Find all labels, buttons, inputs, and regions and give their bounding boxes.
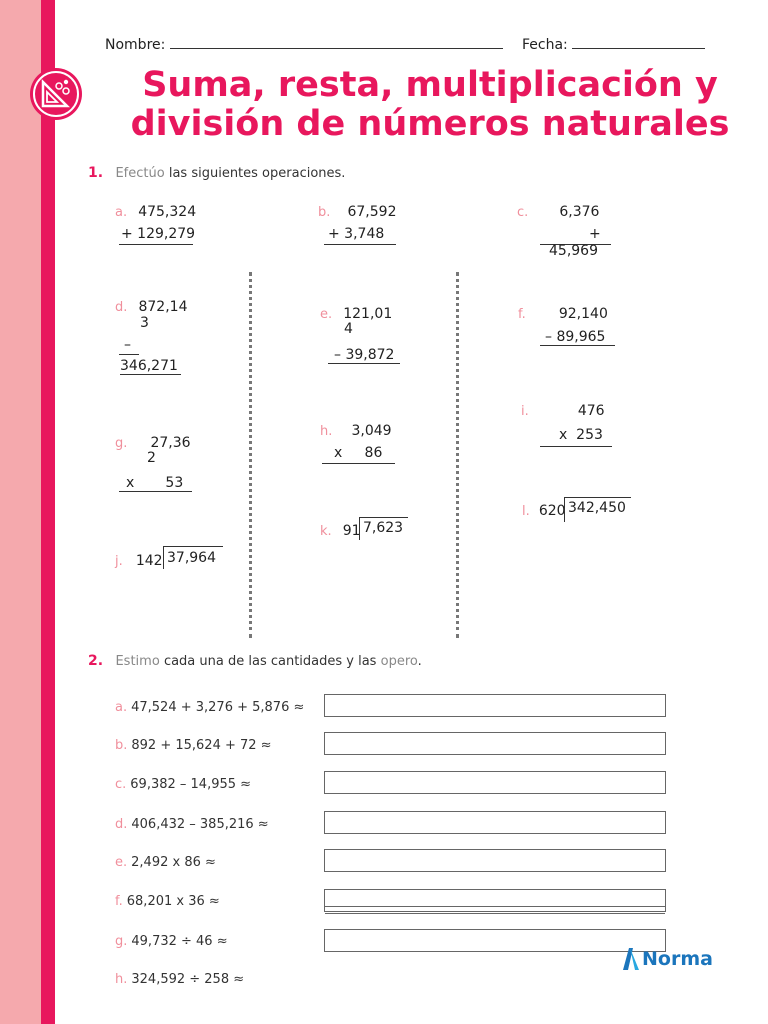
estimate-answer-box[interactable] <box>324 849 666 872</box>
operation-a-line2: + 129,279 <box>121 226 196 242</box>
estimate-label: g. <box>115 934 128 949</box>
name-label: Nombre: <box>105 37 166 53</box>
estimate-row <box>115 734 272 753</box>
estimate-row <box>115 773 251 792</box>
estimate-answer-box[interactable] <box>324 694 666 717</box>
q2-instructions: cada una de las cantidades y las <box>163 654 377 669</box>
estimate-row <box>115 851 216 870</box>
operation-a-rule <box>119 244 193 245</box>
operation-d-line1-wrap: 3 <box>140 315 149 331</box>
left-band-light <box>0 0 41 1024</box>
operation-g <box>115 432 191 451</box>
estimate-label: h. <box>115 972 128 987</box>
operation-e-rule <box>328 363 400 364</box>
operation-h-label: h. <box>320 424 333 439</box>
estimate-row <box>115 930 228 949</box>
q2-period: . <box>417 654 422 669</box>
q2-verb-opero: opero <box>380 654 418 669</box>
estimate-label: a. <box>115 700 128 715</box>
operation-l-divisor: 620 <box>538 503 566 519</box>
left-band-dark <box>41 0 55 1024</box>
operation-k-dividend: 7,623 <box>363 520 404 536</box>
estimate-box-line <box>325 913 665 914</box>
q1-prompt <box>88 165 345 181</box>
operation-j-dividend: 37,964 <box>167 550 216 566</box>
title-line-1: Suma, resta, multiplicación y <box>142 65 718 105</box>
column-divider-right <box>456 272 459 638</box>
estimate-label: c. <box>115 777 127 792</box>
operation-i-line2: x 253 <box>559 427 603 443</box>
estimate-expression: 49,732 ÷ 46 ≈ <box>131 934 228 949</box>
operation-k-divisor: 91 <box>342 523 361 539</box>
operation-f-line2: – 89,965 <box>545 329 606 345</box>
norma-logo <box>620 946 713 972</box>
operation-b-label: b. <box>318 205 331 220</box>
operation-b-rule <box>324 244 396 245</box>
norma-logo-text: Norma <box>642 948 713 970</box>
operation-a <box>115 201 196 220</box>
operation-l <box>522 500 566 519</box>
name-line[interactable] <box>170 34 503 49</box>
operation-c-line3: 45,969 <box>549 243 598 259</box>
operation-f <box>518 303 608 322</box>
operation-j-divisor: 142 <box>135 553 163 569</box>
page-title <box>110 66 750 144</box>
estimate-expression: 68,201 x 36 ≈ <box>126 894 220 909</box>
operation-j-label: j. <box>115 554 123 569</box>
operation-i-line1: 476 <box>577 403 605 419</box>
norma-logo-icon <box>620 946 642 972</box>
q1-instructions: las siguientes operaciones. <box>168 166 346 181</box>
estimate-expression: 2,492 x 86 ≈ <box>131 855 216 870</box>
operation-b-line2: + 3,748 <box>328 226 385 242</box>
operation-e-label: e. <box>320 307 333 322</box>
operation-f-label: f. <box>518 307 526 322</box>
name-field[interactable] <box>105 34 503 53</box>
estimate-answer-box[interactable] <box>324 811 666 834</box>
estimate-label: b. <box>115 738 128 753</box>
q2-verb-estimo: Estimo <box>115 654 160 669</box>
operation-l-dividend: 342,450 <box>568 500 626 516</box>
estimate-label: f. <box>115 894 123 909</box>
operation-g-rule <box>119 491 192 492</box>
operation-f-rule <box>540 345 615 346</box>
operation-d-line3: 346,271 <box>120 358 181 375</box>
date-line[interactable] <box>572 34 705 49</box>
operation-e-line1: 121,01 <box>343 306 393 322</box>
operation-h-line1: 3,049 <box>351 423 392 439</box>
operation-f-line1: 92,140 <box>558 306 608 322</box>
estimate-row <box>115 813 269 832</box>
operation-h-line2: x 86 <box>334 445 383 461</box>
operation-j <box>115 550 163 569</box>
q1-verb: Efectúo <box>115 166 165 181</box>
operation-e-line1-wrap: 4 <box>344 321 353 337</box>
estimate-expression: 892 + 15,624 + 72 ≈ <box>131 738 272 753</box>
operation-g-line1: 27,36 <box>150 435 191 451</box>
operation-h-rule <box>322 463 395 464</box>
operation-d-line1: 872,14 <box>138 299 188 315</box>
operation-k <box>320 520 361 539</box>
operation-d <box>115 296 187 315</box>
operation-b-line1: 67,592 <box>347 204 397 220</box>
estimate-row <box>115 968 244 987</box>
operation-d-label: d. <box>115 300 128 315</box>
operation-c-label: c. <box>517 205 529 220</box>
estimate-row <box>115 890 220 909</box>
estimate-expression: 69,382 – 14,955 ≈ <box>130 777 252 792</box>
math-tools-icon <box>28 66 84 122</box>
q1-number: 1. <box>88 165 104 181</box>
date-field[interactable] <box>522 34 705 53</box>
operation-b <box>318 201 396 220</box>
operation-d-line2: – <box>124 337 131 353</box>
operation-g-label: g. <box>115 436 128 451</box>
operation-i <box>521 400 605 419</box>
operation-i-label: i. <box>521 404 529 419</box>
operation-c-line1: 6,376 <box>559 204 600 220</box>
estimate-answer-box[interactable] <box>324 889 666 912</box>
estimate-expression: 406,432 – 385,216 ≈ <box>131 817 269 832</box>
operation-c <box>517 201 599 220</box>
operation-g-line2: x 53 <box>126 475 184 491</box>
estimate-answer-box[interactable] <box>324 929 666 952</box>
estimate-row <box>115 696 304 715</box>
estimate-label: d. <box>115 817 128 832</box>
column-divider-left <box>249 272 252 638</box>
operation-i-rule <box>540 446 612 447</box>
operation-l-label: l. <box>522 504 530 519</box>
q2-prompt <box>88 653 422 669</box>
operation-e <box>320 303 392 322</box>
operation-h <box>320 420 392 439</box>
operation-a-label: a. <box>115 205 128 220</box>
operation-c-line2: + <box>589 226 601 242</box>
estimate-answer-box[interactable] <box>324 732 666 755</box>
estimate-expression: 47,524 + 3,276 + 5,876 ≈ <box>131 700 305 715</box>
operation-g-line1-wrap: 2 <box>147 450 156 466</box>
q2-number: 2. <box>88 653 104 669</box>
title-line-2: división de números naturales <box>130 104 730 144</box>
estimate-answer-box[interactable] <box>324 771 666 794</box>
operation-a-line1: 475,324 <box>138 204 197 220</box>
operation-d-rule <box>119 354 139 355</box>
operation-e-line2: – 39,872 <box>334 347 395 363</box>
date-label: Fecha: <box>522 37 568 53</box>
estimate-box-line <box>325 906 665 907</box>
operation-k-label: k. <box>320 524 332 539</box>
estimate-expression: 324,592 ÷ 258 ≈ <box>131 972 245 987</box>
estimate-label: e. <box>115 855 128 870</box>
